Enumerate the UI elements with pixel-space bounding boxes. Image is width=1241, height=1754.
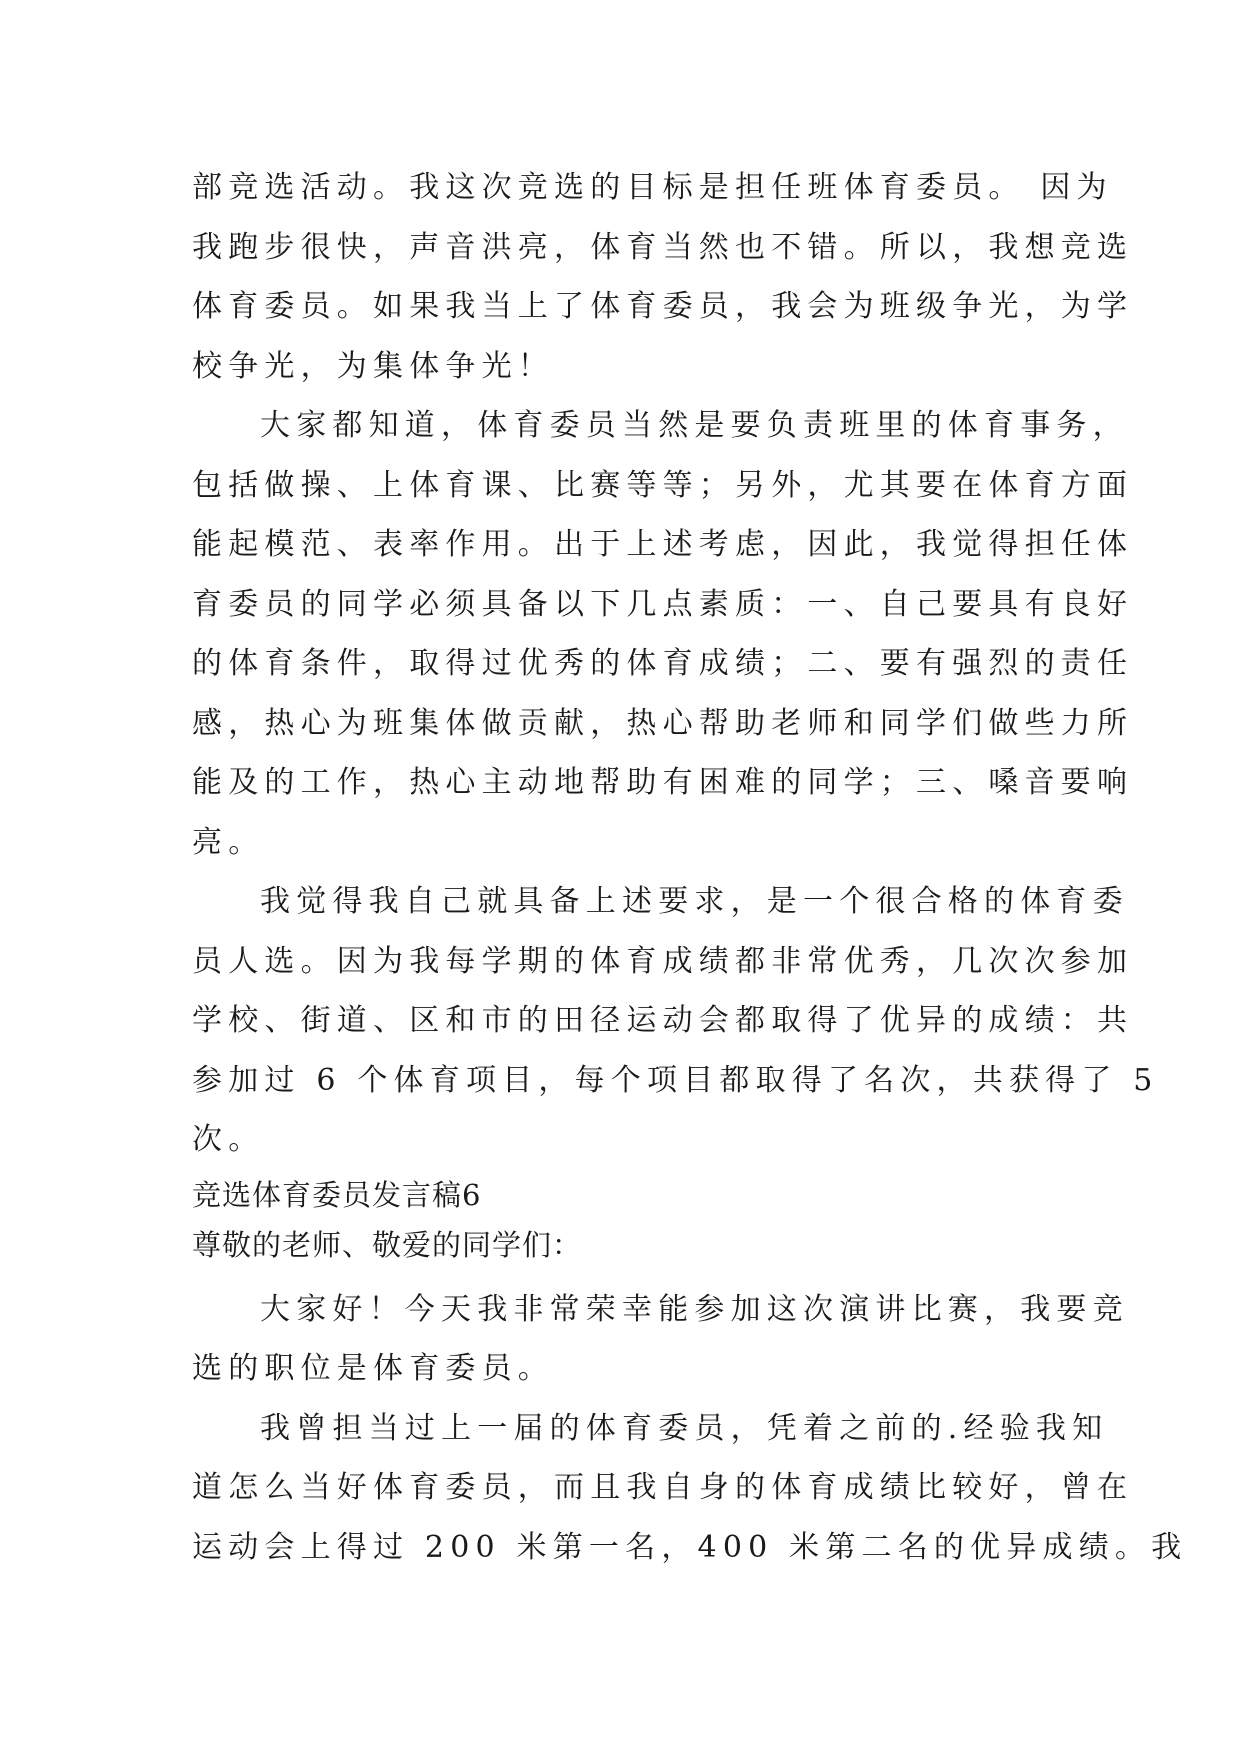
document-page bbox=[192, 158, 1188, 1577]
text-line: 部竞选活动。我这次竞选的目标是担任班体育委员。 因为 bbox=[192, 170, 1113, 205]
text-line: 大家好！今天我非常荣幸能参加这次演讲比赛，我要竞 bbox=[260, 1291, 1129, 1327]
paragraph-5 bbox=[192, 1399, 1188, 1578]
section-title: 竞选体育委员发言稿6 bbox=[192, 1177, 482, 1212]
salutation: 尊敬的老师、敬爱的同学们： bbox=[192, 1227, 583, 1262]
text-line: 感，热心为班集体做贡献，热心帮助老师和同学们做些力所 bbox=[192, 705, 1134, 741]
text-line: 的体育条件，取得过优秀的体育成绩；二、要有强烈的责任 bbox=[192, 646, 1134, 681]
text-line: 选的职位是体育委员。 bbox=[192, 1351, 554, 1386]
text-line: 能起模范、表率作用。出于上述考虑，因此，我觉得担任体 bbox=[192, 527, 1134, 562]
paragraph-3 bbox=[192, 872, 1159, 1170]
text-line: 参加过 6 个体育项目，每个项目都取得了名次，共获得了 5 bbox=[192, 1062, 1159, 1098]
text-line: 我曾担当过上一届的体育委员，凭着之前的.经验我知 bbox=[260, 1410, 1109, 1446]
text-line: 运动会上得过 200 米第一名，400 米第二名的优异成绩。我 bbox=[192, 1529, 1188, 1565]
text-line: 员人选。因为我每学期的体育成绩都非常优秀，几次次参加 bbox=[192, 943, 1134, 979]
paragraph-2 bbox=[192, 396, 1134, 872]
text-line: 能及的工作，热心主动地帮助有困难的同学；三、嗓音要响 bbox=[192, 765, 1134, 800]
text-line: 包括做操、上体育课、比赛等等；另外，尤其要在体育方面 bbox=[192, 467, 1134, 503]
text-line: 我跑步很快，声音洪亮，体育当然也不错。所以，我想竞选 bbox=[192, 229, 1134, 265]
text-line: 大家都知道，体育委员当然是要负责班里的体育事务， bbox=[260, 408, 1129, 443]
text-line: 我觉得我自己就具备上述要求，是一个很合格的体育委 bbox=[260, 884, 1129, 919]
text-line: 育委员的同学必须具备以下几点素质：一、自己要具有良好 bbox=[192, 586, 1134, 622]
text-line: 学校、街道、区和市的田径运动会都取得了优异的成绩：共 bbox=[192, 1003, 1134, 1038]
paragraph-4 bbox=[192, 1280, 1129, 1399]
text-line: 校争光，为集体争光！ bbox=[192, 348, 554, 384]
spacer bbox=[192, 1270, 1052, 1280]
text-line: 体育委员。如果我当上了体育委员，我会为班级争光，为学 bbox=[192, 289, 1134, 324]
text-line: 道怎么当好体育委员，而且我自身的体育成绩比较好，曾在 bbox=[192, 1470, 1134, 1505]
text-line: 亮。 bbox=[192, 824, 265, 860]
paragraph-1 bbox=[192, 158, 1134, 396]
text-line: 次。 bbox=[192, 1122, 265, 1157]
